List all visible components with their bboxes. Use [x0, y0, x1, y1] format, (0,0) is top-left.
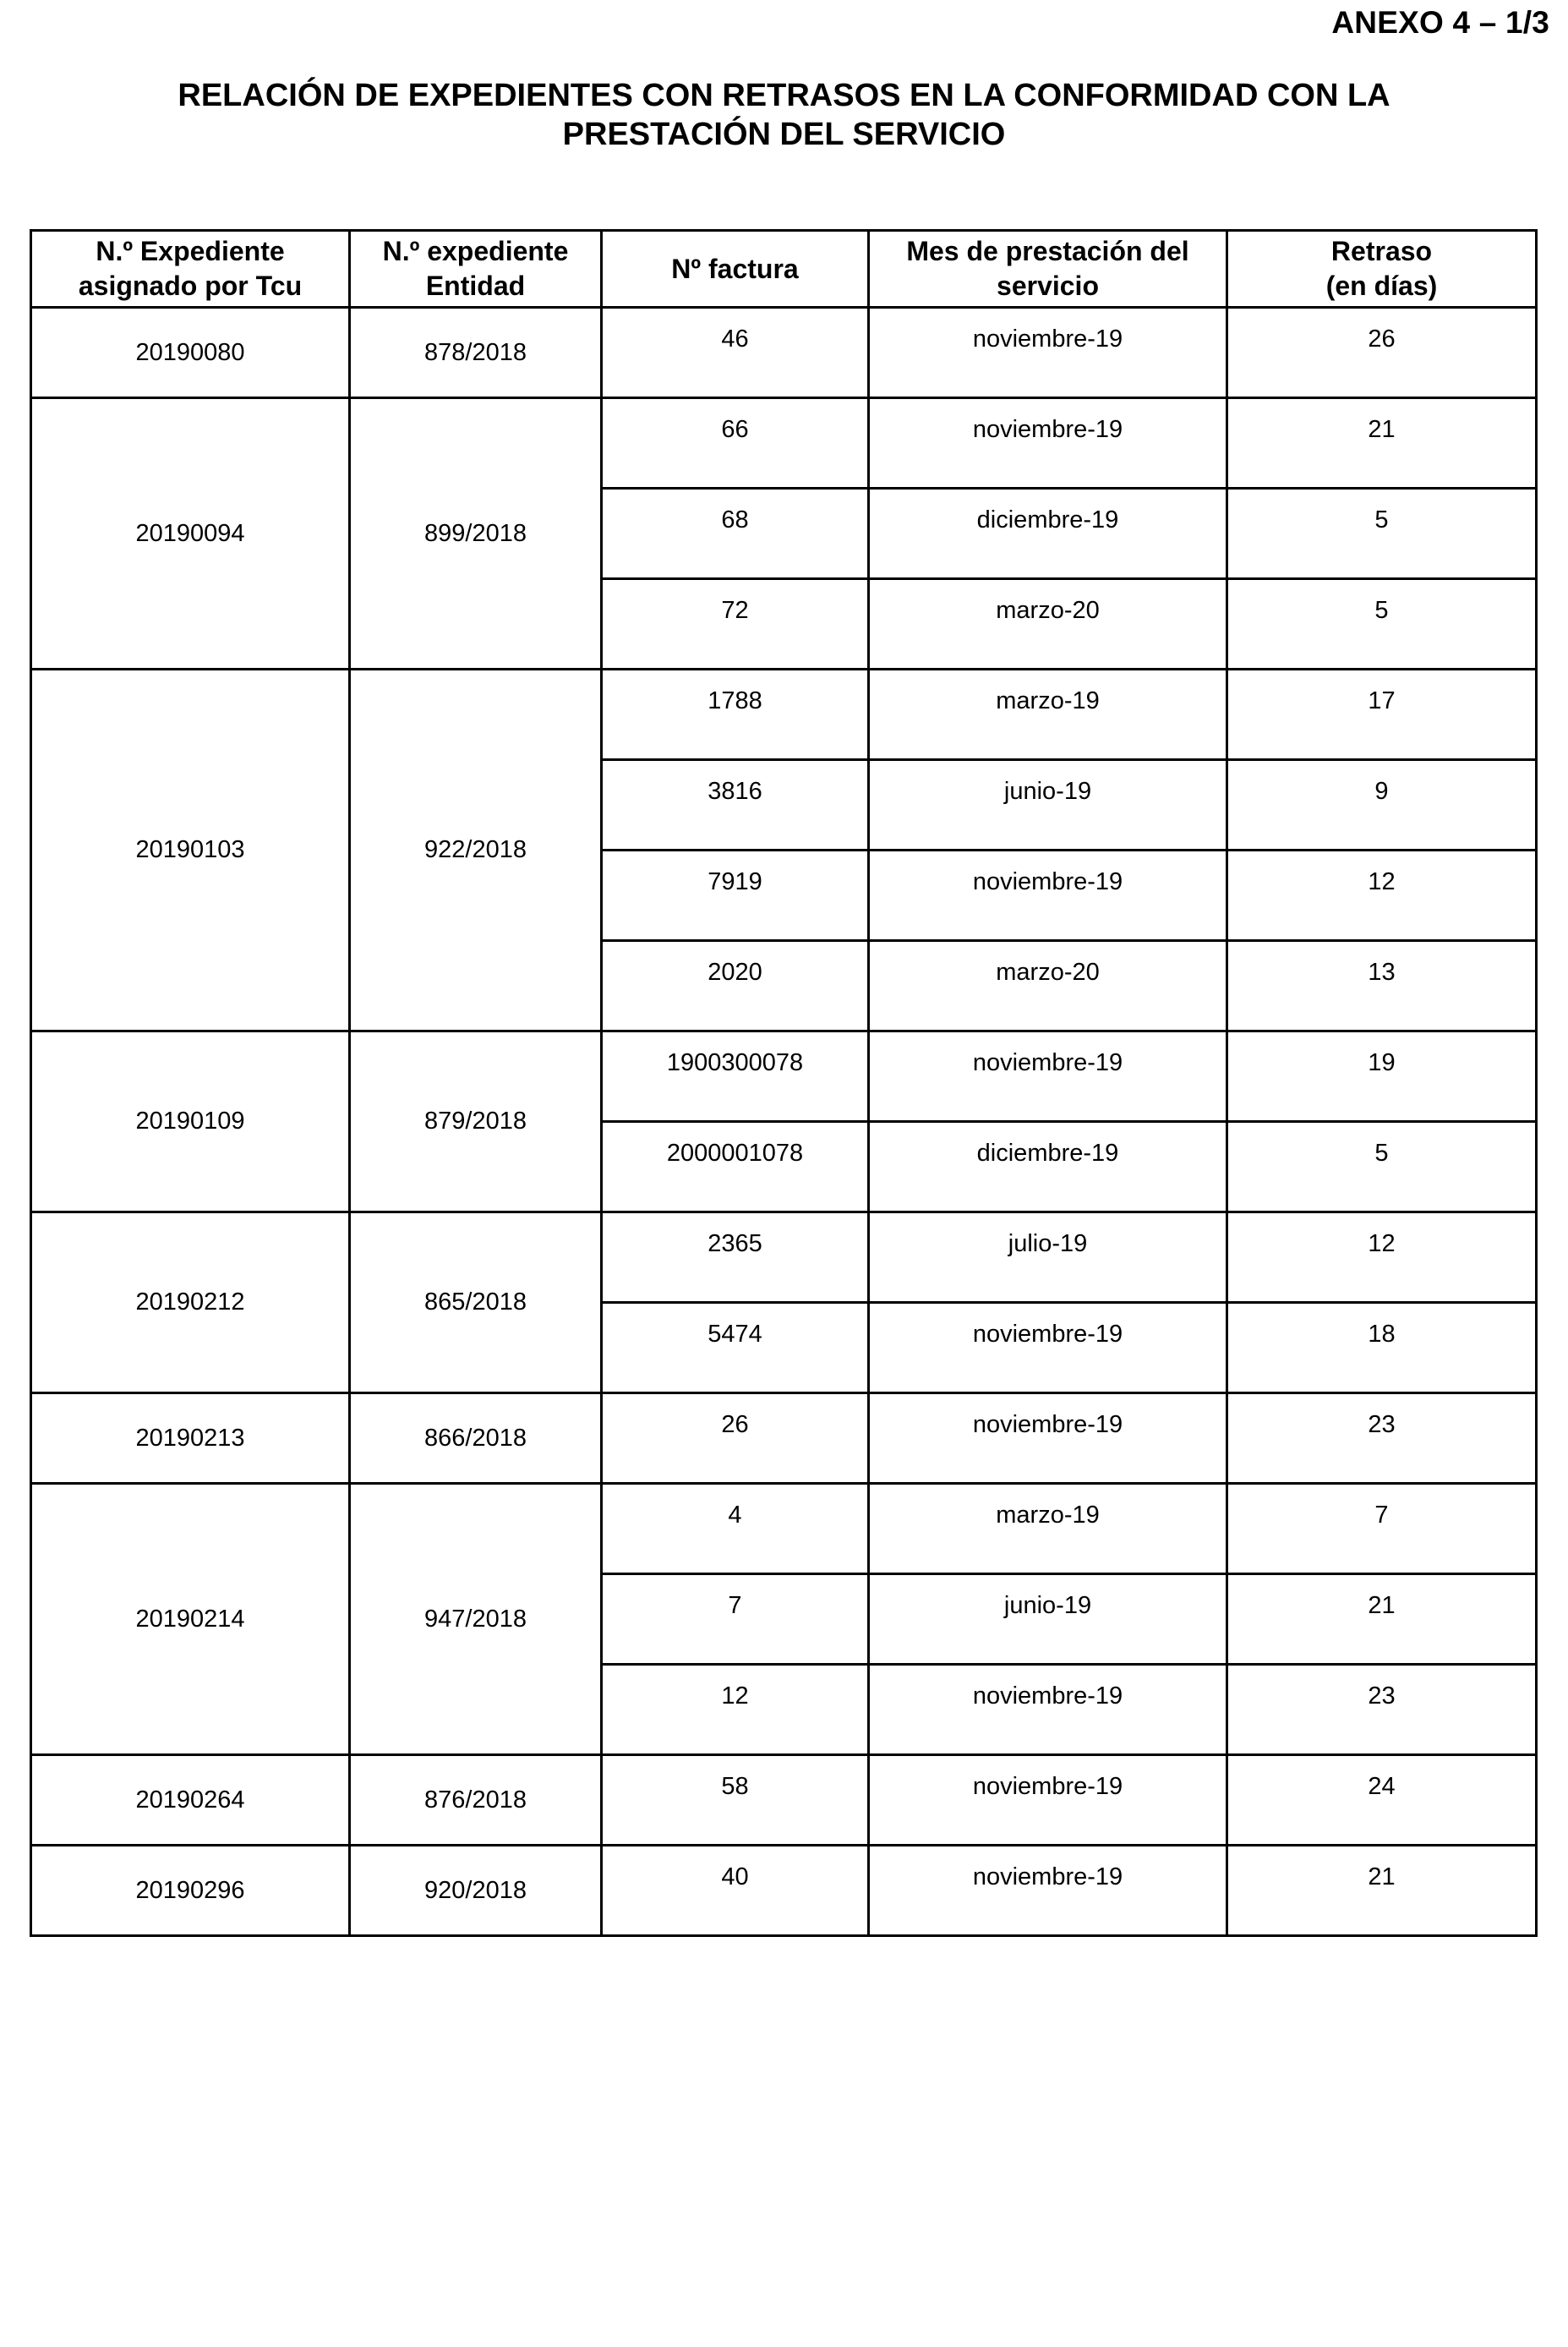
expediente-entidad-cell: 879/2018 [350, 1031, 602, 1212]
expediente-tcu-cell: 20190103 [31, 670, 350, 1031]
expediente-entidad-cell: 865/2018 [350, 1212, 602, 1393]
expediente-entidad-cell: 947/2018 [350, 1484, 602, 1755]
mes-cell: noviembre-19 [869, 1393, 1227, 1484]
mes-cell: noviembre-19 [869, 1303, 1227, 1393]
table-row [31, 1212, 1537, 1303]
page-title [0, 76, 1568, 154]
expediente-tcu-cell: 20190080 [31, 308, 350, 398]
expediente-entidad-cell: 922/2018 [350, 670, 602, 1031]
expediente-tcu-cell: 20190212 [31, 1212, 350, 1393]
expediente-entidad-cell: 920/2018 [350, 1846, 602, 1936]
table-row [31, 1484, 1537, 1574]
expediente-tcu-cell: 20190296 [31, 1846, 350, 1936]
mes-cell: junio-19 [869, 760, 1227, 851]
header-expediente-tcu: N.º Expediente asignado por Tcu [31, 231, 350, 308]
annex-label: ANEXO 4 – 1/3 [1331, 5, 1549, 40]
factura-cell: 66 [602, 398, 869, 489]
table-row [31, 308, 1537, 398]
factura-cell: 7919 [602, 851, 869, 941]
factura-cell: 2365 [602, 1212, 869, 1303]
expediente-tcu-cell: 20190094 [31, 398, 350, 670]
mes-cell: noviembre-19 [869, 1755, 1227, 1846]
table-row [31, 1031, 1537, 1122]
table-row [31, 1846, 1537, 1936]
retraso-cell: 23 [1227, 1665, 1537, 1755]
mes-cell: diciembre-19 [869, 489, 1227, 579]
factura-cell: 58 [602, 1755, 869, 1846]
retraso-cell: 5 [1227, 1122, 1537, 1212]
mes-cell: diciembre-19 [869, 1122, 1227, 1212]
mes-cell: marzo-19 [869, 1484, 1227, 1574]
retraso-cell: 17 [1227, 670, 1537, 760]
retraso-cell: 18 [1227, 1303, 1537, 1393]
header-factura: Nº factura [602, 231, 869, 308]
delays-table [30, 229, 1538, 1937]
mes-cell: marzo-20 [869, 941, 1227, 1031]
expediente-tcu-cell: 20190109 [31, 1031, 350, 1212]
header-mes-prestacion: Mes de prestación del servicio [869, 231, 1227, 308]
factura-cell: 26 [602, 1393, 869, 1484]
expediente-entidad-cell: 876/2018 [350, 1755, 602, 1846]
factura-cell: 1900300078 [602, 1031, 869, 1122]
retraso-cell: 5 [1227, 579, 1537, 670]
table-row [31, 398, 1537, 489]
factura-cell: 4 [602, 1484, 869, 1574]
mes-cell: julio-19 [869, 1212, 1227, 1303]
expediente-entidad-cell: 878/2018 [350, 308, 602, 398]
table-row [31, 670, 1537, 760]
retraso-cell: 26 [1227, 308, 1537, 398]
table-row [31, 1393, 1537, 1484]
factura-cell: 40 [602, 1846, 869, 1936]
mes-cell: noviembre-19 [869, 851, 1227, 941]
table-header-row [31, 231, 1537, 308]
factura-cell: 46 [602, 308, 869, 398]
retraso-cell: 7 [1227, 1484, 1537, 1574]
retraso-cell: 13 [1227, 941, 1537, 1031]
mes-cell: noviembre-19 [869, 308, 1227, 398]
factura-cell: 7 [602, 1574, 869, 1665]
header-expediente-entidad: N.º expediente Entidad [350, 231, 602, 308]
factura-cell: 2020 [602, 941, 869, 1031]
retraso-cell: 21 [1227, 1846, 1537, 1936]
retraso-cell: 21 [1227, 1574, 1537, 1665]
expediente-entidad-cell: 899/2018 [350, 398, 602, 670]
factura-cell: 1788 [602, 670, 869, 760]
retraso-cell: 24 [1227, 1755, 1537, 1846]
factura-cell: 72 [602, 579, 869, 670]
mes-cell: marzo-20 [869, 579, 1227, 670]
factura-cell: 2000001078 [602, 1122, 869, 1212]
retraso-cell: 12 [1227, 1212, 1537, 1303]
expediente-tcu-cell: 20190264 [31, 1755, 350, 1846]
mes-cell: noviembre-19 [869, 1846, 1227, 1936]
retraso-cell: 5 [1227, 489, 1537, 579]
factura-cell: 12 [602, 1665, 869, 1755]
table-row [31, 1755, 1537, 1846]
mes-cell: noviembre-19 [869, 398, 1227, 489]
factura-cell: 68 [602, 489, 869, 579]
mes-cell: noviembre-19 [869, 1665, 1227, 1755]
mes-cell: noviembre-19 [869, 1031, 1227, 1122]
factura-cell: 5474 [602, 1303, 869, 1393]
retraso-cell: 23 [1227, 1393, 1537, 1484]
expediente-tcu-cell: 20190213 [31, 1393, 350, 1484]
title-line-1: RELACIÓN DE EXPEDIENTES CON RETRASOS EN LA CONFORMIDAD CON LA [178, 78, 1390, 113]
mes-cell: marzo-19 [869, 670, 1227, 760]
mes-cell: junio-19 [869, 1574, 1227, 1665]
factura-cell: 3816 [602, 760, 869, 851]
header-retraso: Retraso (en días) [1227, 231, 1537, 308]
retraso-cell: 19 [1227, 1031, 1537, 1122]
expediente-tcu-cell: 20190214 [31, 1484, 350, 1755]
retraso-cell: 12 [1227, 851, 1537, 941]
retraso-cell: 21 [1227, 398, 1537, 489]
expediente-entidad-cell: 866/2018 [350, 1393, 602, 1484]
retraso-cell: 9 [1227, 760, 1537, 851]
title-line-2: PRESTACIÓN DEL SERVICIO [562, 117, 1006, 152]
